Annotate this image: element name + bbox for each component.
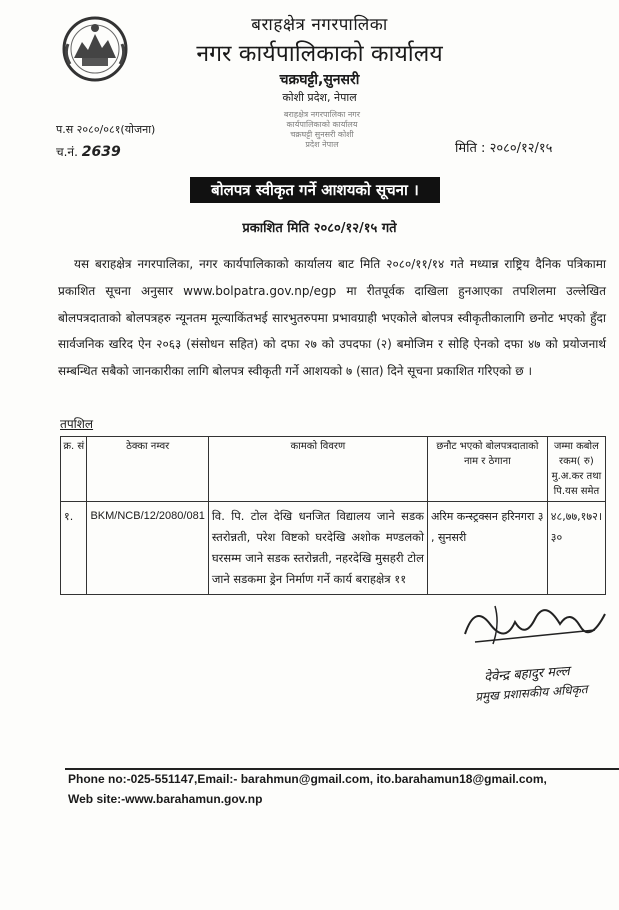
- header-contract: ठेक्का नम्वर: [87, 437, 208, 502]
- table-header-row: [61, 437, 606, 502]
- table-row: [61, 502, 606, 595]
- footer-divider: [65, 768, 619, 770]
- signatory-designation: प्रमुख प्रशासकीय अधिकृत: [474, 682, 589, 704]
- signature-scribble: [455, 594, 615, 654]
- footer-website: Web site:-www.barahamun.gov.np: [68, 792, 263, 806]
- dispatch-value: 2639: [81, 144, 121, 160]
- office-stamp: बराहक्षेत्र नगरपालिका नगर कार्यपालिकाको कार्यालय चक्रघट्टी सुनसरी कोशी प्रदेश नेपाल: [283, 110, 361, 149]
- dispatch-number: [56, 143, 121, 160]
- notice-date: मिति : २०८०/१२/१५: [455, 141, 553, 156]
- table-label: तपशिल: [60, 417, 94, 431]
- reference-number: प.स २०८०/०८१(योजना): [56, 123, 156, 136]
- office-name: नगर कार्यपालिकाको कार्यालय: [196, 41, 443, 67]
- office-location: चक्रघट्टी,सुनसरी: [279, 72, 360, 88]
- header-bidder: छनौट भएको बोलपत्रदाताको नाम र ठेगाना: [427, 437, 547, 502]
- cell-bidder: अरिम कन्स्ट्रक्सन हरिनगरा ३ , सुनसरी: [427, 502, 547, 595]
- municipality-name: बराहक्षेत्र नगरपालिका: [251, 15, 388, 35]
- body-paragraph: यस बराहक्षेत्र नगरपालिका, नगर कार्यपालिकाको कार्यालय बाट मिति २०८०/११/१४ गते मध्यान्न राष्ट्रिय दैनिक पत्रिकामा प्रकाशित सूचना अनुसार www.bolpatra.gov.np/egp मा रीतपूर्वक दाखिला हुनआएका तपशिलमा उल्लेखित बोलपत्रदाताको बोलपत्रहरु न्यूनतम मूल्याकिंतभई सारभुतरुपमा प्रभावग्राही भएकोले बोलपत्र स्वीकृतीकालागि छनोट भएको हुँदा सार्वजनिक खरिद ऐन २०६३ (संसोधन सहित) को दफा २७ को उपदफा (२) बमोजिम र सोहि ऐनको दफा ४७ को प्रयोजनार्थ सम्बन्धित सबैको जानकारीका लागि बोलपत्र स्वीकृती गर्ने आशयको ७ (सात) दिने सूचना प्रकाशित गरिएको छ ।: [58, 257, 606, 379]
- dispatch-label: च.नं.: [56, 145, 78, 159]
- bid-table: [60, 436, 606, 595]
- cell-work: वि. पि. टोल देखि धनजित विद्यालय जाने सडक स्तरोन्नती, परेश विष्टको घरदेखि अशोक मण्डलको घरसम्म जाने सडक स्तरोन्नती, नहरदेखि मुसहरी टोल जाने सडकमा ड्रेन निर्माण गर्ने कार्य बराहक्षेत्र ११: [208, 502, 427, 595]
- cell-amount: ४८,७७,१७२।३०: [547, 502, 605, 595]
- published-date: प्रकाशित मिति २०८०/१२/१५ गते: [242, 221, 397, 236]
- office-province: कोशी प्रदेश, नेपाल: [282, 91, 357, 104]
- notice-body: [58, 251, 606, 385]
- cell-sn: १.: [61, 502, 87, 595]
- signatory-name: देवेन्द्र बहादुर मल्ल: [483, 664, 571, 685]
- cell-contract: BKM/NCB/12/2080/081: [87, 502, 208, 595]
- footer-contact: Phone no:-025-551147,Email:- barahmun@gmail.com, ito.barahamun18@gmail.com,: [68, 772, 547, 786]
- header-sn: क्र. सं: [61, 437, 87, 502]
- notice-title: बोलपत्र स्वीकृत गर्ने आशयको सूचना ।: [190, 177, 440, 203]
- header-work: कामको विवरण: [208, 437, 427, 502]
- header-amount: जम्मा कबोल रकम( रु) मु.अ.कर तथा पि.यस समेत: [547, 437, 605, 502]
